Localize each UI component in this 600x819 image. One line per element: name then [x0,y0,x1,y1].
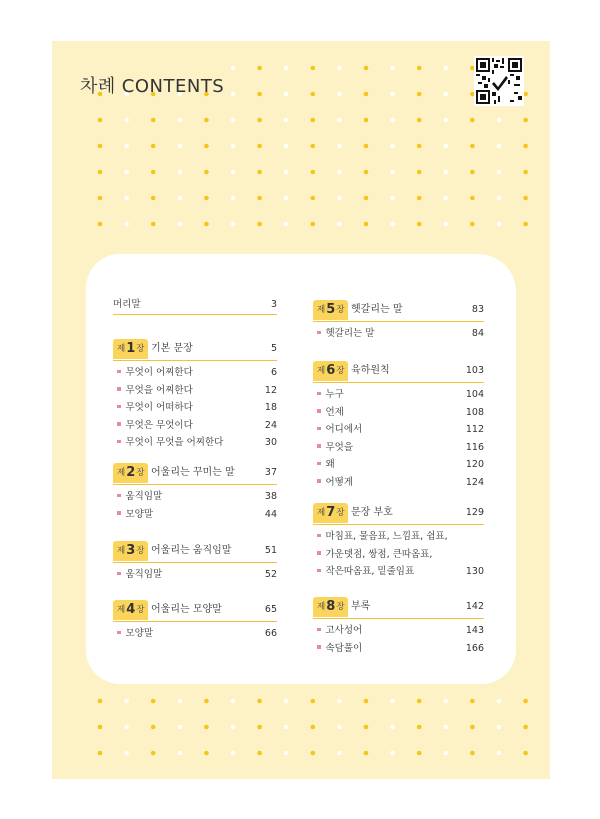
item-page: 30 [264,437,277,448]
chapter-title: 어울리는 움직임말 [151,545,232,556]
chapter-title: 어울리는 꾸미는 말 [151,467,235,478]
bullet-icon [117,440,121,444]
list-item[interactable] [317,565,484,579]
chapter-underline [113,621,277,623]
list-item[interactable] [317,476,484,490]
chapter-page: 65 [264,604,277,615]
chapter-header-4[interactable] [113,600,277,622]
list-item[interactable] [117,419,277,433]
chapter-header-8[interactable] [313,597,484,619]
item-page: 124 [465,476,484,488]
item-label: 어떻게 [325,476,354,488]
bullet-icon [317,645,321,649]
list-item[interactable] [317,388,484,402]
item-page: 120 [465,459,484,470]
item-page: 12 [264,384,277,396]
chapter-title: 어울리는 모양말 [151,604,222,615]
list-item[interactable] [317,548,484,562]
item-label: 무엇을 어찌한다 [125,384,193,396]
bullet-icon [317,427,321,431]
item-label: 가운뎃점, 쌍점, 큰따옴표, [325,548,433,560]
chapter-page: 37 [264,467,277,478]
list-item[interactable] [317,423,484,437]
chapter-prefix: 제 [117,344,126,354]
bullet-icon [117,631,121,635]
item-label: 언제 [325,406,344,418]
bullet-icon [317,628,321,632]
chapter-header-5[interactable] [313,300,484,322]
chapter-header-7[interactable] [313,503,484,525]
chapter-badge [113,541,148,561]
bullet-icon [317,409,321,413]
chapter-badge [113,463,148,483]
item-page: 166 [465,642,484,654]
chapter-prefix: 제 [117,468,126,478]
chapter-suffix: 장 [136,605,145,615]
bullet-icon [317,331,321,335]
list-item[interactable] [117,366,277,380]
item-page: 52 [264,569,277,580]
chapter-header-6[interactable] [313,361,484,383]
item-label: 무엇이 어떠하다 [125,402,193,413]
chapter-suffix: 장 [336,602,345,612]
item-page: 18 [264,402,277,413]
chapter-prefix: 제 [317,508,326,518]
list-item[interactable] [317,624,484,638]
bullet-icon [317,462,321,466]
chapter-underline [313,321,484,323]
intro-row[interactable] [113,298,277,312]
chapter-badge [313,300,348,320]
item-page: 108 [465,406,484,418]
bullet-icon [117,422,121,426]
list-item[interactable] [317,458,484,472]
bullet-icon [117,511,121,515]
item-page: 143 [465,625,484,636]
item-page: 116 [465,441,484,453]
chapter-number: 3 [126,543,136,558]
list-item[interactable] [117,401,277,415]
chapter-page: 51 [264,545,277,556]
item-page: 44 [264,508,277,520]
list-item[interactable] [117,490,277,504]
intro-page: 3 [270,299,277,310]
chapter-suffix: 장 [336,508,345,518]
chapter-badge [313,597,348,617]
list-item[interactable] [317,441,484,455]
item-page: 66 [264,628,277,639]
chapter-number: 6 [326,363,336,378]
chapter-badge [113,339,148,359]
chapter-page: 5 [270,343,277,354]
list-item[interactable] [117,568,277,582]
bullet-icon [317,534,321,538]
chapter-header-1[interactable] [113,339,277,361]
list-item[interactable] [117,627,277,641]
chapter-title: 육하원칙 [351,365,390,376]
chapter-underline [113,562,277,564]
chapter-title: 헷갈리는 말 [351,304,403,315]
chapter-page: 142 [465,601,484,612]
list-item[interactable] [317,530,484,544]
chapter-underline [313,524,484,526]
bullet-icon [317,569,321,573]
bullet-icon [117,405,121,409]
chapter-suffix: 장 [336,366,345,376]
item-label: 작은따옴표, 밑줄임표 [325,566,415,577]
item-label: 무엇을 [325,441,354,453]
title-korean: 차례 [80,76,116,97]
chapter-suffix: 장 [136,546,145,556]
item-page: 6 [270,367,277,378]
qr-code-graphic [476,58,522,104]
item-label: 어디에서 [325,424,363,435]
chapter-prefix: 제 [317,366,326,376]
item-label: 무엇은 무엇이다 [125,419,193,431]
item-label: 모양말 [125,628,154,639]
list-item[interactable] [317,327,484,341]
bullet-icon [117,494,121,498]
chapter-number: 1 [126,341,136,356]
page-title [80,72,224,98]
chapter-suffix: 장 [136,468,145,478]
chapter-number: 5 [326,302,336,317]
item-page: 24 [264,419,277,431]
item-page: 104 [465,389,484,400]
title-english: CONTENTS [121,76,225,97]
item-label: 누구 [325,389,344,400]
chapter-header-3[interactable] [113,541,277,563]
chapter-title: 기본 문장 [151,343,193,354]
bullet-icon [317,551,321,555]
chapter-title: 문장 부호 [351,507,393,518]
chapter-page: 103 [465,365,484,376]
chapter-title: 부록 [351,601,371,612]
bullet-icon [117,387,121,391]
item-label: 헷갈리는 말 [325,328,375,339]
item-page: 112 [465,424,484,435]
item-label: 움직임말 [125,569,163,580]
item-label: 속담풀이 [325,642,363,654]
intro-underline [113,314,277,315]
chapter-prefix: 제 [117,546,126,556]
item-page: 84 [471,328,484,339]
bullet-icon [317,444,321,448]
chapter-badge [113,600,148,620]
item-label: 움직임말 [125,491,163,502]
item-label: 무엇이 어찌한다 [125,367,193,378]
item-label: 고사성어 [325,625,363,636]
list-item[interactable] [317,642,484,656]
chapter-suffix: 장 [336,305,345,315]
bullet-icon [117,370,121,374]
item-page: 130 [465,566,484,577]
chapter-badge [313,503,348,523]
chapter-suffix: 장 [136,344,145,354]
chapter-prefix: 제 [317,305,326,315]
list-item[interactable] [117,508,277,522]
item-label: 마침표, 물음표, 느낌표, 쉼표, [325,531,448,542]
bullet-icon [317,392,321,396]
chapter-page: 83 [471,304,484,315]
intro-label: 머리말 [113,299,141,310]
item-label: 모양말 [125,508,154,520]
chapter-number: 4 [126,602,136,617]
item-label: 무엇이 무엇을 어찌한다 [125,437,224,448]
chapter-number: 8 [326,599,336,614]
chapter-underline [113,484,277,486]
qr-code-icon[interactable] [474,56,524,106]
item-page: 38 [264,491,277,502]
chapter-number: 2 [126,465,136,480]
chapter-prefix: 제 [117,605,126,615]
bullet-icon [317,479,321,483]
chapter-prefix: 제 [317,602,326,612]
list-item[interactable] [117,384,277,398]
list-item[interactable] [317,406,484,420]
chapter-underline [313,618,484,620]
chapter-underline [113,360,277,362]
chapter-header-2[interactable] [113,463,277,485]
chapter-badge [313,361,348,381]
bullet-icon [117,572,121,576]
list-item[interactable] [117,436,277,450]
chapter-page: 129 [465,507,484,518]
chapter-number: 7 [326,505,336,520]
chapter-underline [313,382,484,384]
item-label: 왜 [325,459,335,470]
